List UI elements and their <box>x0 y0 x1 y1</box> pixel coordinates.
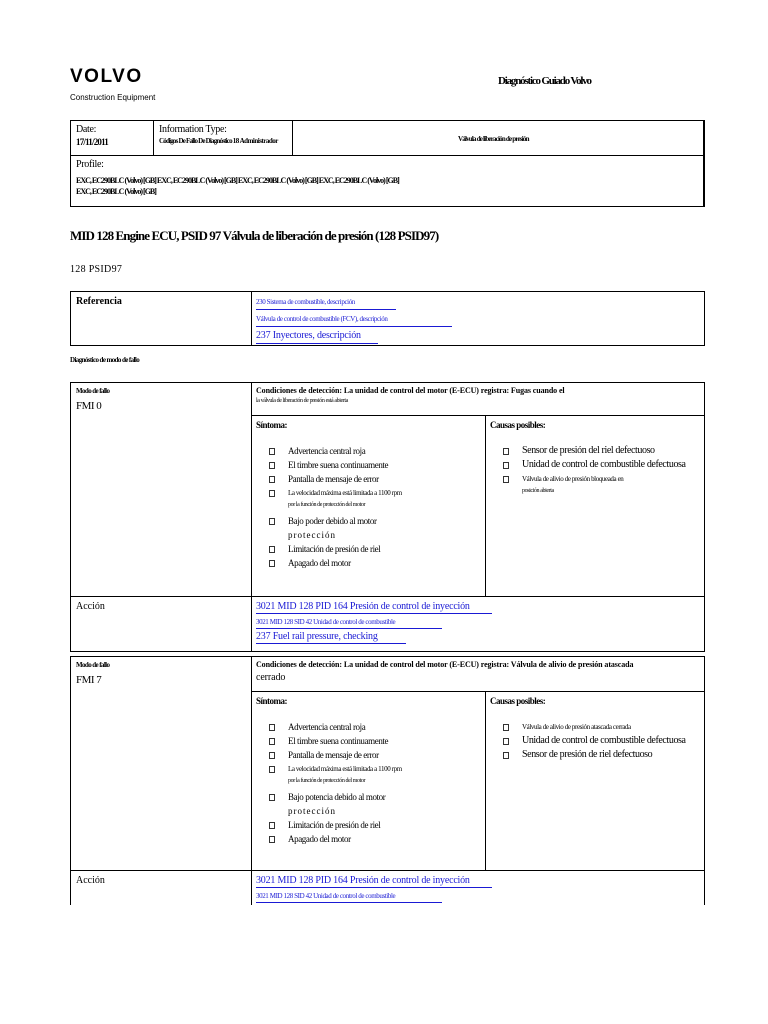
info-type-cell <box>154 121 293 156</box>
volvo-logo <box>70 68 155 102</box>
detection-condition-text-2: cerrado <box>256 672 286 683</box>
profile-cell <box>71 156 705 207</box>
section-subheading: Diagnóstico de modo de fallo <box>70 356 140 364</box>
reference-link-fcv[interactable]: Válvula de control de combustible (FCV), descripción <box>256 312 452 327</box>
info-type-value: Códigos De Fallo De Diagnóstico 18 Administrador <box>159 137 278 145</box>
detection-conditions <box>252 657 705 692</box>
list-item: El timbre suena continuamente <box>256 734 481 748</box>
symptoms-cell <box>252 692 486 871</box>
info-type-label: Information Type: <box>159 124 227 135</box>
reference-label: Referencia <box>71 292 252 346</box>
info-title-cell <box>293 121 705 156</box>
symptoms-heading: Síntoma: <box>256 696 288 706</box>
list-item: La velocidad máxima está limitada a 1100 rpm <box>256 762 481 776</box>
list-item: Apagado del motor <box>256 832 481 846</box>
reference-link-fuel-system[interactable]: 230 Sistema de combustible, descripción <box>256 295 396 310</box>
date-cell <box>71 121 154 156</box>
psid-code: 128 PSID97 <box>70 264 123 275</box>
list-item: por la función de protección del motor <box>288 502 366 508</box>
list-item: Bajo potencia debido al motor <box>256 790 481 804</box>
action-link-sid42[interactable]: 3021 MID 128 SID 42 Unidad de control de combustible <box>256 616 442 629</box>
profile-line-1: EXC, EC290BLC (Volvo) [GB] EXC, EC290BLC (Volvo) [GB] EXC, EC290BLC (Volvo) [GB] EXC, EC290BLC (Volvo) [GB] <box>76 176 399 185</box>
action-link-sid42[interactable]: 3021 MID 128 SID 42 Unidad de control de combustible <box>256 890 442 903</box>
list-item: Advertencia central roja <box>256 720 481 734</box>
date-value: 17/11/2011 <box>76 137 109 147</box>
profile-label: Profile: <box>76 159 104 170</box>
list-item: Unidad de control de combustible defectuosa <box>490 458 700 472</box>
mode-label: Modo de fallo <box>76 387 110 395</box>
fmi-code: FMI 0 <box>76 400 102 412</box>
causes-list <box>490 444 700 496</box>
list-item: Advertencia central roja <box>256 444 481 458</box>
profile-line-2: EXC, EC290BLC (Volvo) [GB] <box>76 187 156 196</box>
list-item: por la función de protección del motor <box>288 778 366 784</box>
info-table <box>70 120 705 207</box>
reference-links <box>252 292 705 346</box>
symptoms-heading: Síntoma: <box>256 420 288 430</box>
causes-list <box>490 720 700 762</box>
action-link-pid164[interactable]: 3021 MID 128 PID 164 Presión de control de inyección <box>256 875 492 888</box>
mode-label: Modo de fallo <box>76 661 110 669</box>
list-item: Unidad de control de combustible defectuosa <box>490 734 700 748</box>
action-label: Acción <box>71 597 252 652</box>
failure-mode-fmi0-table <box>70 382 705 652</box>
detection-condition-text: Condiciones de detección: La unidad de control del motor (E-ECU) registra: Válvula de alivio de presión atascada <box>256 660 634 669</box>
detection-condition-text-2: la válvula de liberación de presión está abierta <box>256 398 348 404</box>
list-item: Apagado del motor <box>256 556 481 570</box>
causes-heading: Causas posibles: <box>490 420 546 430</box>
list-item: El timbre suena continuamente <box>256 458 481 472</box>
list-item: protección <box>288 806 336 816</box>
list-item: posición abierta <box>522 488 554 494</box>
fmi-code: FMI 7 <box>76 674 102 686</box>
causes-cell <box>486 692 705 871</box>
action-link-fuel-rail[interactable]: 237 Fuel rail pressure, checking <box>256 631 406 644</box>
symptoms-list <box>256 444 481 570</box>
detection-conditions <box>252 383 705 416</box>
list-item: Válvula de alivio de presión bloqueada en <box>490 472 700 486</box>
failure-mode-fmi7-table <box>70 656 705 905</box>
list-item: Bajo poder debido al motor <box>256 514 481 528</box>
action-links <box>252 871 705 906</box>
reference-table <box>70 291 705 346</box>
symptoms-cell <box>252 416 486 597</box>
page-title: MID 128 Engine ECU, PSID 97 Válvula de liberación de presión (128 PSID97) <box>70 228 439 243</box>
detection-condition-text: Condiciones de detección: La unidad de control del motor (E-ECU) registra: Fugas cuando el <box>256 386 565 395</box>
list-item: Sensor de presión de riel defectuoso <box>490 748 700 762</box>
info-title: Válvula de liberación de presión <box>458 135 529 143</box>
list-item: Pantalla de mensaje de error <box>256 472 481 486</box>
action-label: Acción <box>71 871 252 906</box>
list-item: protección <box>288 530 336 540</box>
date-label: Date: <box>76 124 97 135</box>
action-link-pid164[interactable]: 3021 MID 128 PID 164 Presión de control de inyección <box>256 601 492 614</box>
list-item: Limitación de presión de riel <box>256 542 481 556</box>
mode-cell <box>71 383 252 597</box>
brand-name: VOLVO <box>70 66 143 87</box>
document-title: Diagnóstico Guiado Volvo <box>498 75 591 87</box>
mode-cell <box>71 657 252 871</box>
action-links <box>252 597 705 652</box>
reference-link-injectors[interactable]: 237 Inyectores, descripción <box>256 329 378 344</box>
brand-subtitle: Construction Equipment <box>70 93 156 102</box>
symptoms-list <box>256 720 481 846</box>
causes-cell <box>486 416 705 597</box>
causes-heading: Causas posibles: <box>490 696 546 706</box>
list-item: Válvula de alivio de presión atascada cerrada <box>490 720 700 734</box>
list-item: Sensor de presión del riel defectuoso <box>490 444 700 458</box>
list-item: La velocidad máxima está limitada a 1100 rpm <box>256 486 481 500</box>
list-item: Pantalla de mensaje de error <box>256 748 481 762</box>
list-item: Limitación de presión de riel <box>256 818 481 832</box>
